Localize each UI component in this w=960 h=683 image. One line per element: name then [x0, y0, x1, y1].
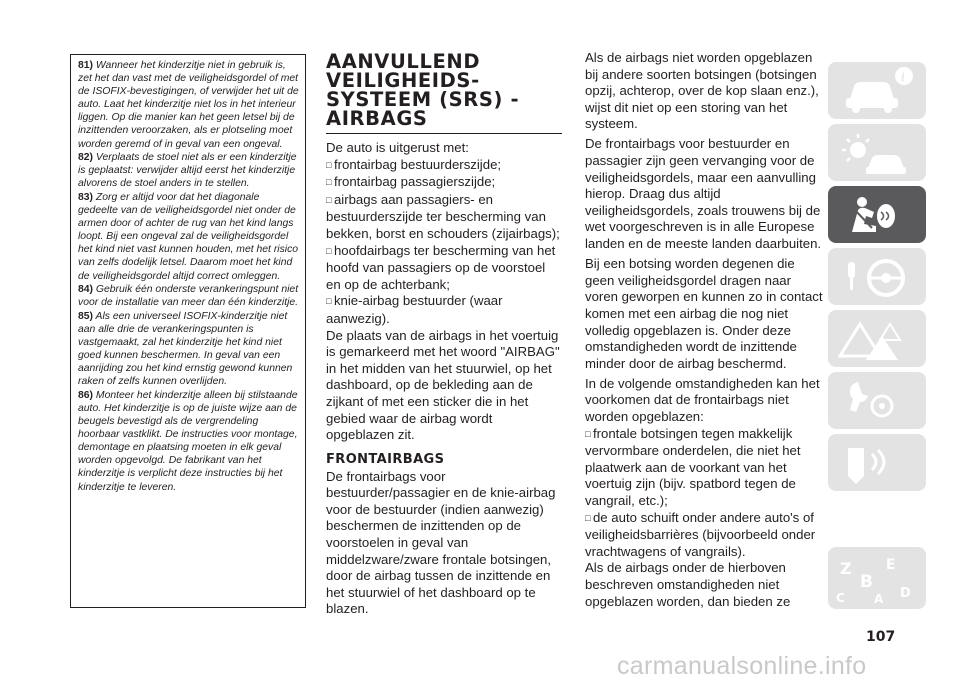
- sidebar-tab-maintenance[interactable]: [828, 372, 926, 429]
- airbag-list-item: □ hoofdairbags ter bescherming van het hoofd van passagiers op de voorstoel en op de achterbank;: [326, 243, 562, 294]
- sidebar-tab-safety-active[interactable]: [828, 186, 926, 243]
- svg-text:E: E: [886, 557, 896, 573]
- paragraph: De frontairbags voor bestuurder en passagier zijn geen vervanging voor de veiligheidsgordels, maar een aanvulling hierop. Draag dus altijd veiligheidsgordels, zoals trouwens bij de wet voorgeschreven is in alle Europese landen en de meeste landen daarbuiten.: [585, 136, 822, 252]
- svg-text:i: i: [901, 70, 906, 85]
- svg-text:A: A: [874, 592, 884, 606]
- note-83: 83) Zorg er altijd voor dat het diagonale gedeelte van de veiligheidsgordel niet onder de armen door of achter de rug van het kind langs loopt. Bij een ongeval zal de veiligheidsgordel het kind niet vast kunnen houden, met het risico van zelfs dodelijk letsel. Daarom moet het kind de veiligheidsgordel altijd correct omleggen.: [78, 191, 299, 282]
- warning-notes-box: [70, 54, 306, 608]
- page-number: 107: [866, 629, 896, 645]
- svg-text:D: D: [900, 586, 911, 601]
- svg-text:B: B: [860, 572, 873, 592]
- frontairbags-paragraph: De frontairbags voor bestuurder/passagier en de knie-airbag voor de bestuurder (indien aanwezig) beschermen de inzittenden op de voorstoelen in geval van middelzware/zware frontale botsingen, door de airbag tussen de inzittende en het stuurwiel of het dashboard op te blazen.: [326, 468, 556, 617]
- watermark: carmanualsonline.info: [617, 652, 867, 680]
- note-82: 82) Verplaats de stoel niet als er een kinderzitje is geplaatst: verwijder altijd eerst het kinderzitje alvorens de stoel anders in te stellen.: [78, 152, 297, 190]
- sidebar-tab-dashboard-lights[interactable]: [828, 124, 926, 181]
- warning-triangle-icon: [828, 310, 926, 367]
- paragraph: Bij een botsing worden degenen die geen veiligheidsgordel dragen naar voren geworpen en kunnen zo in contact komen met een airbag die nog niet volledig opgeblazen is. Onder deze omstandigheden wordt de inzittende minder door de airbag beschermd.: [585, 256, 823, 371]
- sidebar-tab-index[interactable]: [828, 547, 926, 609]
- heading-rule: [326, 133, 562, 134]
- sidebar-tab-car-info[interactable]: [828, 62, 926, 119]
- seatbelt-airbag-icon: [828, 186, 926, 243]
- intro-text: De auto is uitgerust met:: [326, 140, 469, 155]
- airbag-list-item: □ airbags aan passagiers- en bestuurderszijde ter bescherming van bekken, borst en schouders (zijairbags);: [326, 192, 562, 243]
- airbag-list-item: □ frontairbag passagierszijde;: [326, 174, 562, 192]
- svg-text:C: C: [836, 591, 845, 605]
- sidebar-tab-emergency[interactable]: [828, 310, 926, 367]
- airbag-list-item: □ frontairbag bestuurderszijde;: [326, 157, 562, 175]
- note-86: 86) Monteer het kinderzitje alleen bij stilstaande auto. Het kinderzitje is op de juiste wijze aan de beugels bevestigd als de vergrendeling hoorbaar vastklikt. De instructies voor montage, demontage en plaatsing moeten in elk geval worden opgevolgd. De fabrikant van het kinderzitje is verplicht deze instructies bij het kinderzitje te leveren.: [78, 389, 298, 493]
- frontairbags-heading: FRONTAIRBAGS: [326, 451, 445, 467]
- paragraph: Als de airbags niet worden opgeblazen bij andere soorten botsingen (botsingen opzij, achterop, over de kop slaan enz.), wijst dit niet op een storing van het systeem.: [585, 50, 819, 132]
- index-letters-icon: [828, 547, 926, 609]
- note-85: 85) Als een universeel ISOFIX-kinderzitje niet aan alle drie de verankeringspunten is vastgemaakt, zal het kinderzitje het kind niet goed kunnen beschermen. In geval van een aanrijding zou het kind ernstig gewond kunnen raken of zelfs kunnen overlijden.: [78, 310, 293, 388]
- condition-list-item: □ frontale botsingen tegen makkelijk vervormbare onderdelen, die niet het plaatwerk aan de voorkant van het voertuig zijn (bijv. spatbord tegen de vangrail, etc.);: [585, 426, 825, 510]
- note-84: 84) Gebruik één onderste verankeringspunt niet voor de installatie van meer dan één kinderzitje.: [78, 284, 299, 309]
- car-info-icon: [828, 62, 926, 119]
- sidebar-tab-multimedia[interactable]: [828, 434, 926, 491]
- navigation-multimedia-icon: [828, 434, 926, 491]
- airbag-continued-column: [585, 50, 825, 614]
- paragraph: Als de airbags onder de hierboven beschreven omstandigheden niet opgeblazen worden, dan bieden ze: [585, 560, 791, 609]
- paragraph: In de volgende omstandigheden kan het voorkomen dat de frontairbags niet worden opgeblazen:: [585, 375, 820, 424]
- section-heading: AANVULLEND VEILIGHEIDS-SYSTEEM (SRS) - AIRBAGS: [326, 50, 520, 130]
- dashboard-lights-icon: [828, 124, 926, 181]
- key-steering-wheel-icon: [828, 248, 926, 305]
- airbag-list-item: □ knie-airbag bestuurder (waar aanwezig).: [326, 293, 562, 327]
- condition-list-item: □ de auto schuift onder andere auto's of veiligheidsbarrières (bijvoorbeeld onder vrachtwagens of vangrails).: [585, 510, 825, 561]
- note-81: 81) Wanneer het kinderzitje niet in gebruik is, zet het dan vast met de veiligheidsgordel of met de ISOFIX-bevestigingen, of verwijder het uit de auto. Laat het kinderzitje niet los in het interieur liggen. Op die manier kan het geen letsel bij de inzittenden veroorzaken, als er plotseling moet worden geremd of in geval van een ongeval.: [78, 60, 299, 150]
- airbag-location-paragraph: De plaats van de airbags in het voertuig is gemarkeerd met het woord "AIRBAG" in het midden van het stuurwiel, op het dashboard, op de bekleding aan de zijkant of met een sticker die in het gebied waar de airbag wordt opgeblazen zit.: [326, 327, 560, 443]
- airbag-section-column: [326, 52, 562, 622]
- svg-text:Z: Z: [840, 559, 852, 578]
- wrench-service-icon: [828, 372, 926, 429]
- sidebar-tab-starting-driving[interactable]: [828, 248, 926, 305]
